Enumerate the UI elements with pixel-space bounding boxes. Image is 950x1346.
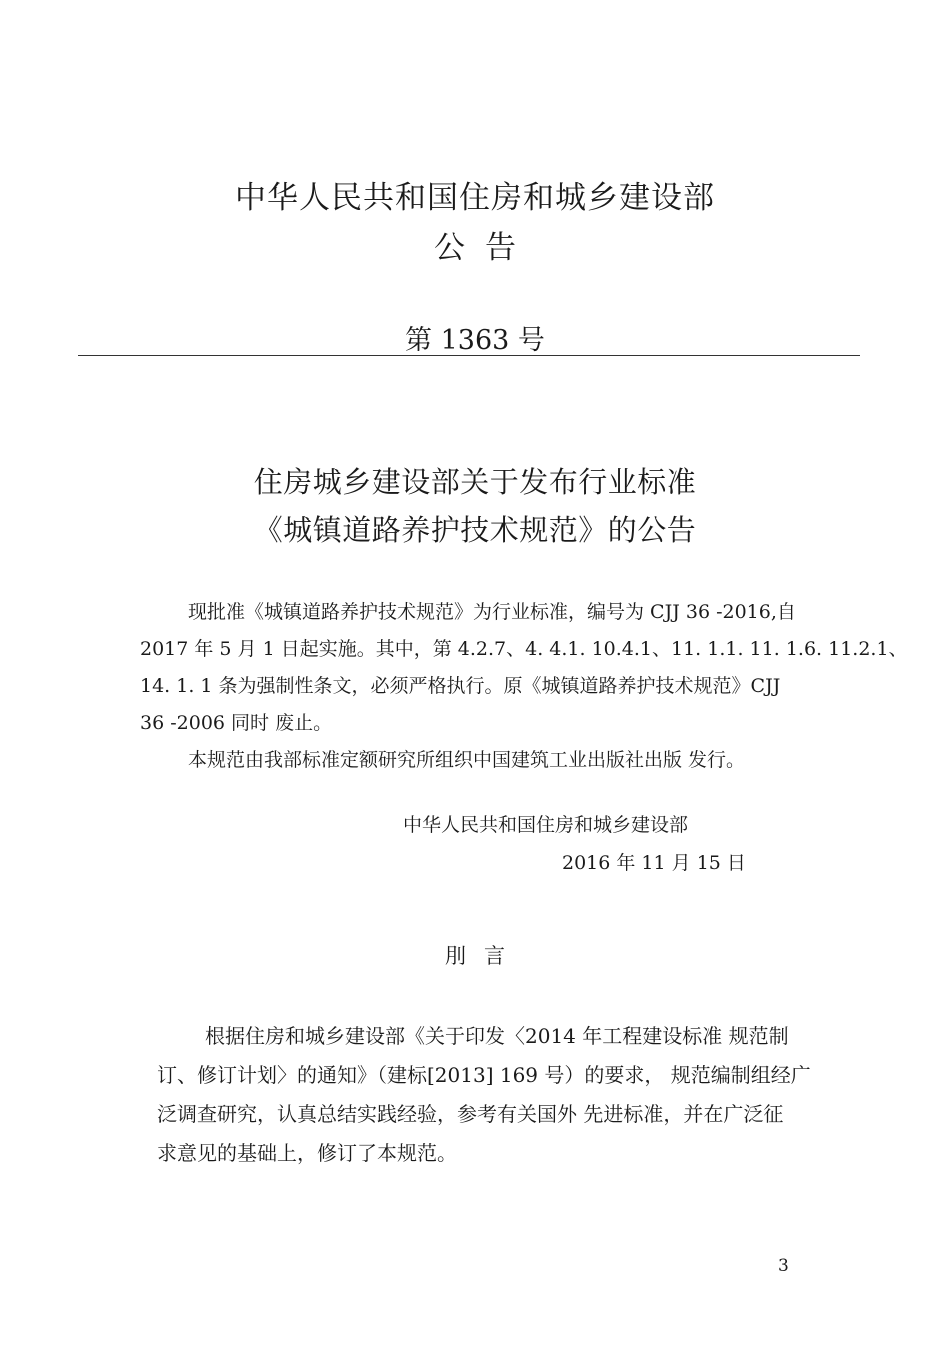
issuer-title: 中华人民共和国住房和城乡建设部: [235, 180, 715, 216]
notice-label: 公告: [434, 230, 536, 266]
paragraph-1-line: 现批准《城镇道路养护技术规范》为行业标准，编号为 CJJ 36 -2016,自: [188, 601, 796, 623]
header-divider: [78, 355, 860, 356]
page-number: 3: [778, 1256, 789, 1276]
paragraph-1-line: 36 -2006 同时 废止。: [140, 712, 333, 734]
announcement-title-line-1: 住房城乡建设部关于发布行业标准: [253, 465, 697, 499]
signature-date: 2016 年 11 月 15 日: [562, 852, 746, 874]
foreword-heading: 刖言: [445, 944, 523, 968]
paragraph-1-line: 14. 1. 1 条为强制性条文，必须严格执行。原《城镇道路养护技术规范》CJJ: [140, 675, 781, 697]
foreword-line: 求意见的基础上，修订了本规范。: [157, 1141, 457, 1165]
foreword-line: 泛调查研究，认真总结实践经验，参考有关国外 先进标准，并在广泛征: [157, 1102, 784, 1126]
foreword-line: 订、修订计划〉的通知》（建标[2013] 169 号）的要求， 规范编制组经广: [157, 1063, 811, 1087]
announcement-title-line-2: 《城镇道路养护技术规范》的公告: [253, 513, 697, 547]
paragraph-1-line: 2017 年 5 月 1 日起实施。其中，第 4.2.7、4. 4.1. 10.4.1、11. 1.1. 11. 1.6. 11.2.1、: [140, 638, 908, 660]
foreword-line: 根据住房和城乡建设部《关于印发〈2014 年工程建设标准 规范制: [205, 1024, 789, 1048]
signature-organization: 中华人民共和国住房和城乡建设部: [403, 814, 689, 836]
notice-number: 第 1363 号: [405, 325, 545, 356]
paragraph-2: 本规范由我部标准定额研究所组织中国建筑工业出版社出版 发行。: [188, 749, 746, 771]
